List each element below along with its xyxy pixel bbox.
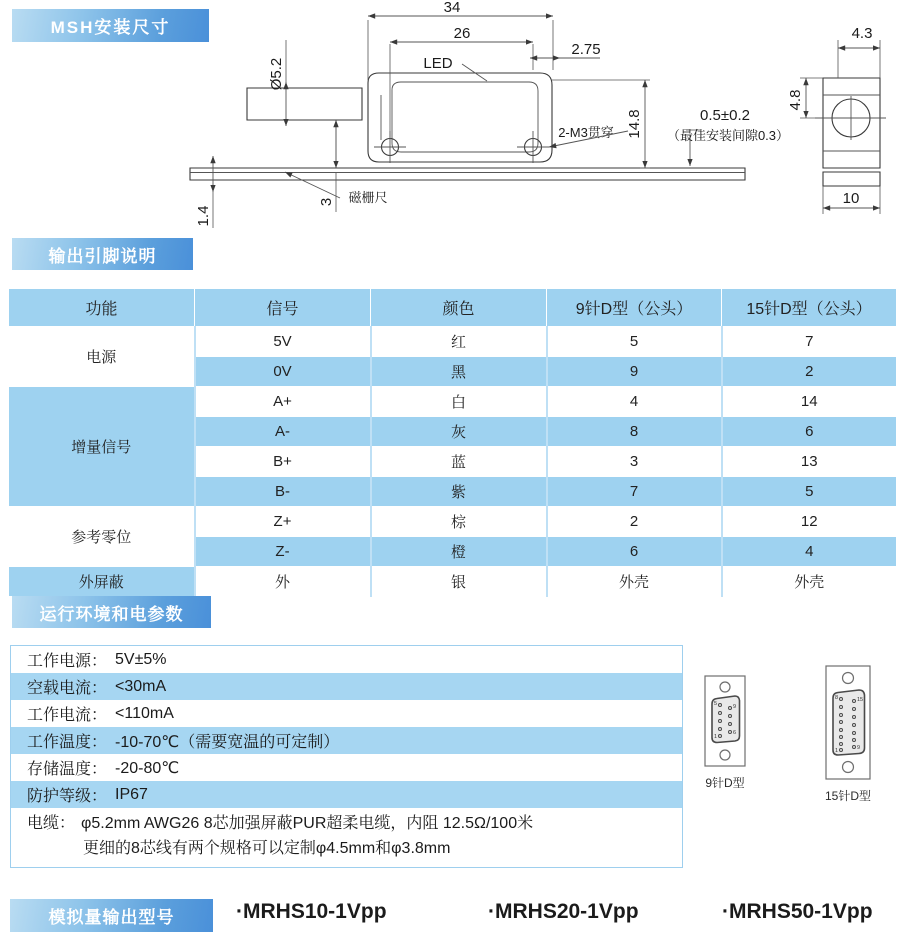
gap-value: 0.5±0.2: [700, 107, 750, 124]
section-header-environment: [12, 596, 211, 628]
table-cell-signal: A+: [195, 387, 371, 417]
spec-label: 工作温度：: [27, 734, 108, 751]
table-cell-db15: 13: [722, 447, 897, 477]
spec-value: -20-80℃: [115, 759, 180, 777]
table-cell-function: 外屏蔽: [9, 567, 195, 597]
dim-phi-5-2: Ø5.2: [268, 57, 285, 91]
table-cell-db9: 7: [547, 477, 722, 507]
db9-connector-graphic: [705, 676, 745, 766]
table-row: [9, 567, 897, 597]
table-cell-color: 紫: [371, 477, 547, 507]
dim-34: 34: [443, 0, 461, 16]
table-cell-db9: 4: [547, 387, 722, 417]
spec-value: -10-70℃（需要宽温的可定制）: [115, 734, 340, 751]
db15-pin-label-8: 8: [835, 695, 839, 701]
table-cell-color: 灰: [371, 417, 547, 447]
dim-26: 26: [453, 25, 471, 42]
table-cell-db15: 7: [722, 327, 897, 357]
db9-pin-label-5: 5: [714, 701, 718, 707]
spec-label-cable: 电缆：: [27, 815, 76, 832]
table-cell-signal: Z-: [195, 537, 371, 567]
db15-caption: 15针D型: [824, 789, 872, 803]
table-cell-signal: A-: [195, 417, 371, 447]
spec-value-cable-line2: 更细的8芯线有两个规格可以定制φ4.5mm和φ3.8mm: [83, 840, 451, 857]
section-header-pinout-label: 输出引脚说明: [48, 246, 157, 266]
dim-14-8: 14.8: [626, 109, 643, 139]
table-cell-db9: 外壳: [547, 567, 722, 597]
dim-3: 3: [318, 197, 335, 207]
spec-value: 5V±5%: [115, 650, 167, 668]
table-header-signal: 信号: [195, 289, 371, 327]
db9-pin-label-1: 1: [714, 734, 718, 740]
table-cell-signal: B-: [195, 477, 371, 507]
dim-4-8: 4.8: [787, 89, 804, 111]
dim-4-3: 4.3: [851, 25, 873, 42]
table-cell-db15: 14: [722, 387, 897, 417]
environment-spec-box: [10, 645, 683, 868]
gap-note: （最佳安装间隙0.3）: [666, 128, 790, 143]
table-cell-function: 增量信号: [9, 387, 195, 507]
table-cell-color: 红: [371, 327, 547, 357]
model-number-2: ·MRHS20-1Vpp: [488, 900, 639, 923]
model-number-3: ·MRHS50-1Vpp: [722, 900, 873, 923]
db9-caption: 9针D型: [705, 776, 745, 790]
db15-pin-label-1: 1: [835, 748, 839, 754]
spec-row: [11, 673, 682, 700]
table-cell-db15: 12: [722, 507, 897, 537]
spec-row: [11, 646, 682, 673]
table-cell-signal: 外: [195, 567, 371, 597]
table-header-function: 功能: [9, 289, 195, 327]
table-header-db9: 9针D型（公头）: [547, 289, 722, 327]
spec-row: [11, 700, 682, 727]
table-header-color: 颜色: [371, 289, 547, 327]
table-cell-db15: 5: [722, 477, 897, 507]
spec-label: 空载电流：: [27, 680, 108, 697]
section-header-model-label: 模拟量输出型号: [48, 908, 175, 927]
table-cell-color: 棕: [371, 507, 547, 537]
table-cell-signal: B+: [195, 447, 371, 477]
spec-value: <30mA: [115, 677, 167, 695]
table-row: [9, 507, 897, 537]
table-cell-db15: 6: [722, 417, 897, 447]
table-cell-db15: 2: [722, 357, 897, 387]
spec-row: [11, 781, 682, 808]
pinout-table: [8, 288, 897, 597]
table-row: [9, 387, 897, 417]
dim-2-75: 2.75: [571, 41, 601, 58]
section-header-model: [10, 899, 213, 932]
dim-1-4: 1.4: [195, 205, 212, 227]
label-2-m3: 2-M3贯穿: [558, 125, 614, 140]
spec-value: IP67: [115, 785, 148, 803]
table-cell-function: 参考零位: [9, 507, 195, 567]
table-cell-db9: 9: [547, 357, 722, 387]
table-cell-color: 银: [371, 567, 547, 597]
db9-pin-label-9: 9: [733, 704, 737, 710]
label-led: LED: [423, 55, 453, 72]
db15-pin-label-9: 9: [857, 745, 861, 751]
table-cell-signal: Z+: [195, 507, 371, 537]
spec-row: [11, 754, 682, 781]
spec-label: 防护等级：: [27, 788, 108, 805]
dim-10: 10: [842, 190, 860, 207]
table-row: [9, 327, 897, 357]
table-cell-db9: 3: [547, 447, 722, 477]
table-cell-db15: 4: [722, 537, 897, 567]
section-header-environment-label: 运行环境和电参数: [39, 604, 184, 624]
table-header-row: [9, 289, 897, 327]
spec-label: 工作电流：: [27, 707, 108, 724]
table-cell-color: 蓝: [371, 447, 547, 477]
label-magnetic-scale: 磁栅尺: [348, 190, 388, 205]
spec-label: 存储温度：: [27, 761, 108, 778]
table-cell-color: 橙: [371, 537, 547, 567]
db9-pin-label-6: 6: [733, 730, 737, 736]
db15-connector-graphic: [826, 666, 870, 779]
db15-pin-label-15: 15: [857, 697, 864, 703]
table-cell-function: 电源: [9, 327, 195, 387]
spec-value-cable-line1: φ5.2mm AWG26 8芯加强屏蔽PUR超柔电缆，内阻 12.5Ω/100米: [81, 815, 534, 832]
table-cell-signal: 0V: [195, 357, 371, 387]
section-header-dimensions-label: MSH安装尺寸: [50, 18, 171, 37]
table-cell-db9: 2: [547, 507, 722, 537]
spec-label: 工作电源：: [27, 653, 108, 670]
spec-value: <110mA: [115, 704, 174, 722]
table-header-db15: 15针D型（公头）: [722, 289, 897, 327]
table-cell-color: 黑: [371, 357, 547, 387]
section-header-pinout: [12, 238, 193, 270]
table-cell-db9: 5: [547, 327, 722, 357]
table-cell-db9: 8: [547, 417, 722, 447]
table-cell-signal: 5V: [195, 327, 371, 357]
model-number-1: ·MRHS10-1Vpp: [236, 900, 387, 923]
table-cell-db15: 外壳: [722, 567, 897, 597]
table-cell-db9: 6: [547, 537, 722, 567]
spec-row-cable: [11, 808, 682, 867]
table-cell-color: 白: [371, 387, 547, 417]
mounting-dimension-drawing: [0, 0, 910, 232]
dsub-connector-illustrations: [683, 660, 908, 845]
spec-row: [11, 727, 682, 754]
